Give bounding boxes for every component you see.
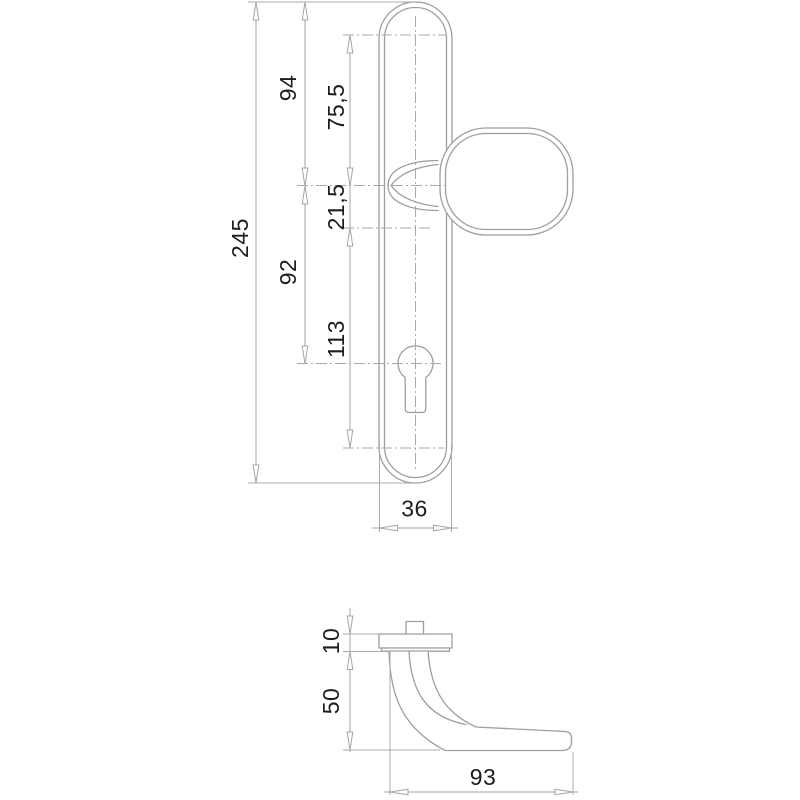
handle-profile — [389, 651, 572, 751]
dim-label-plate-width: 36 — [401, 495, 428, 522]
side-view — [318, 608, 578, 795]
arrow-755-bottom — [347, 168, 353, 186]
spindle-tab — [406, 622, 424, 635]
rose-base — [379, 634, 452, 648]
dim-label-handle-length: 93 — [469, 764, 497, 790]
dim-label-rose-thickness: 10 — [318, 627, 344, 655]
arrow-50-bottom — [347, 732, 353, 750]
dim-label-top-to-handle: 94 — [275, 74, 301, 102]
dim-label-handle-to-cylinder: 92 — [275, 258, 301, 286]
arrow-93-right — [555, 789, 573, 795]
dim-label-neck-to-bottom-screw: 113 — [323, 319, 349, 359]
arrow-10-top — [347, 616, 353, 634]
dim-label-handle-to-neck: 21,5 — [323, 183, 349, 231]
knob-outline — [440, 128, 573, 235]
arrow-93-left — [390, 789, 408, 795]
dim-label-screw-to-handle: 75,5 — [323, 83, 349, 131]
arrow-92-bottom — [302, 346, 308, 364]
arrow-113-bottom — [347, 430, 353, 448]
arrow-94-top — [302, 2, 308, 20]
arrow-10-bottom — [347, 652, 353, 670]
arrow-245-top — [253, 2, 259, 20]
dim-label-overall-height: 245 — [227, 218, 253, 258]
dim-label-neck-height: 50 — [318, 687, 344, 715]
arrow-36-right — [434, 525, 452, 531]
arrow-94-bottom — [302, 168, 308, 186]
arrow-755-top — [347, 35, 353, 53]
front-view — [227, 2, 573, 532]
arrow-245-bottom — [253, 465, 259, 483]
arrow-36-left — [380, 525, 398, 531]
arrow-92-top — [302, 186, 308, 204]
